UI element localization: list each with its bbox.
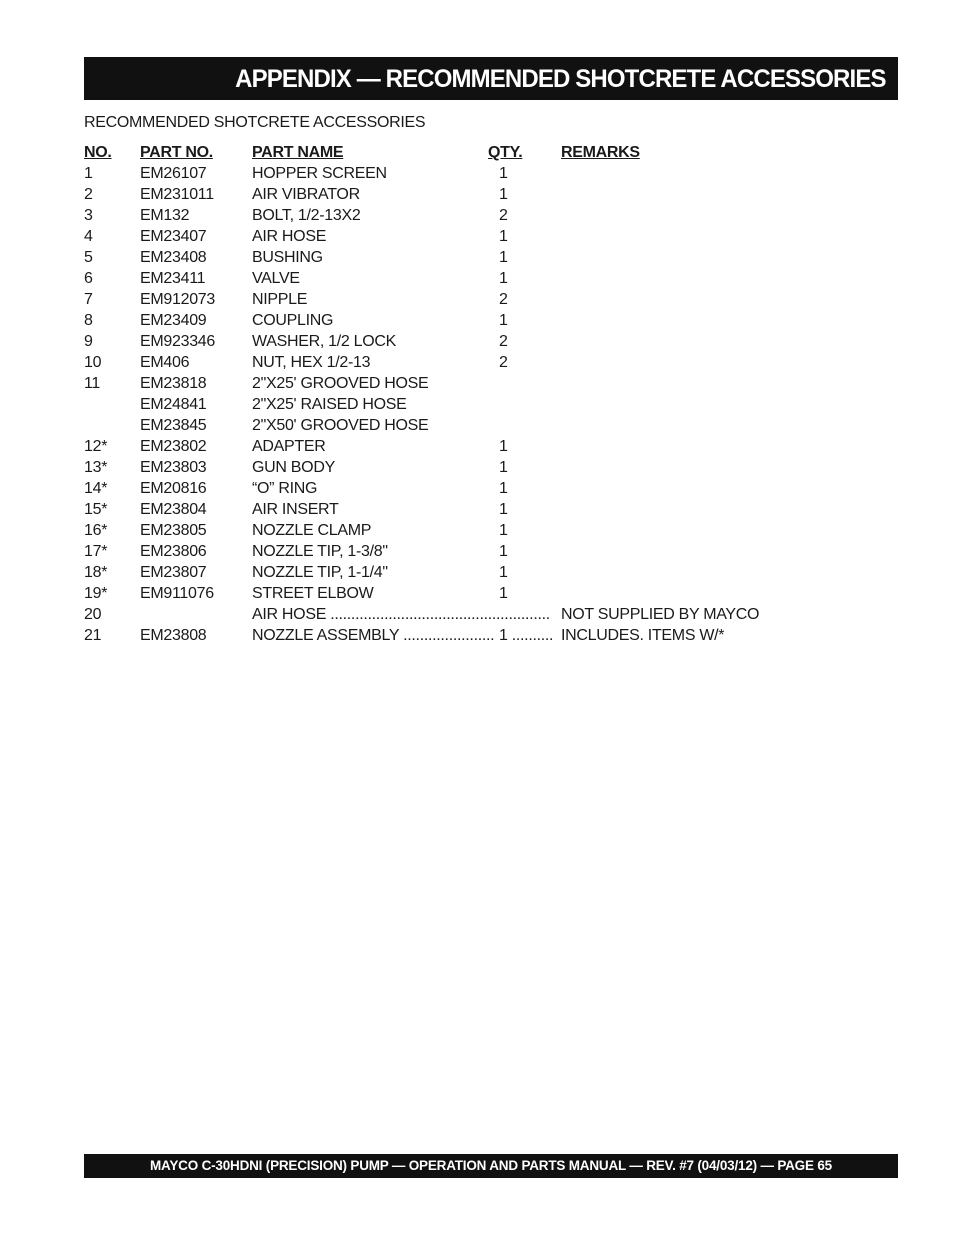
cell-part-name: ADAPTER — [252, 438, 326, 455]
table-row — [84, 268, 884, 289]
cell-qty: 1 — [499, 438, 508, 455]
cell-no: 11 — [84, 375, 101, 392]
cell-part-name: NOZZLE CLAMP — [252, 522, 372, 539]
cell-part-no: EM231011 — [140, 186, 214, 203]
cell-remarks: INCLUDES. ITEMS W/* — [561, 627, 725, 644]
cell-part-name: AIR VIBRATOR — [252, 186, 360, 203]
cell-part-no: EM23408 — [140, 249, 207, 266]
cell-no: 16* — [84, 522, 108, 539]
column-header-part-name: PART NAME — [252, 144, 344, 161]
table-row — [84, 604, 884, 625]
column-header-qty: QTY. — [488, 144, 523, 161]
cell-qty: 1 — [499, 564, 508, 581]
cell-part-name: NOZZLE ASSEMBLY ...................... — [252, 627, 495, 644]
table-row — [84, 226, 884, 247]
table-row — [84, 583, 884, 604]
cell-part-name: VALVE — [252, 270, 300, 287]
cell-no: 14* — [84, 480, 108, 497]
cell-no: 20 — [84, 606, 102, 623]
header-bar — [84, 57, 898, 100]
cell-no: 18* — [84, 564, 108, 581]
cell-qty: 1 — [499, 165, 508, 182]
cell-qty: 1 — [499, 522, 508, 539]
cell-no: 17* — [84, 543, 108, 560]
cell-no: 8 — [84, 312, 93, 329]
cell-part-no: EM132 — [140, 207, 190, 224]
cell-qty: 1 — [499, 270, 508, 287]
cell-qty: 1 — [499, 312, 508, 329]
cell-no: 9 — [84, 333, 93, 350]
table-row — [84, 394, 884, 415]
cell-qty: 2 — [499, 354, 508, 371]
cell-no: 12* — [84, 438, 108, 455]
page-title: APPENDIX — RECOMMENDED SHOTCRETE ACCESSORIES — [235, 65, 886, 93]
cell-qty: 1 — [499, 543, 508, 560]
cell-no: 13* — [84, 459, 108, 476]
cell-part-name: NIPPLE — [252, 291, 308, 308]
table-row — [84, 205, 884, 226]
cell-part-name: NOZZLE TIP, 1-1/4" — [252, 564, 388, 581]
cell-no: 7 — [84, 291, 93, 308]
table-row — [84, 478, 884, 499]
table-row — [84, 310, 884, 331]
cell-qty: 1 .......... — [499, 627, 554, 644]
cell-qty: 1 — [499, 480, 508, 497]
cell-part-no: EM23807 — [140, 564, 207, 581]
cell-part-name: NUT, HEX 1/2-13 — [252, 354, 371, 371]
section-title: RECOMMENDED SHOTCRETE ACCESSORIES — [84, 114, 426, 131]
cell-qty: 2 — [499, 291, 508, 308]
cell-part-no: EM912073 — [140, 291, 215, 308]
cell-part-no: EM23806 — [140, 543, 207, 560]
column-header-part-no: PART NO. — [140, 144, 213, 161]
table-row — [84, 499, 884, 520]
table-row — [84, 184, 884, 205]
parts-table — [84, 142, 884, 646]
cell-no: 15* — [84, 501, 108, 518]
cell-part-no: EM911076 — [140, 585, 214, 602]
table-row — [84, 373, 884, 394]
cell-qty: 2 — [499, 333, 508, 350]
cell-part-name: HOPPER SCREEN — [252, 165, 387, 182]
cell-part-name: 2"X25' GROOVED HOSE — [252, 375, 429, 392]
cell-part-name: 2"X25' RAISED HOSE — [252, 396, 407, 413]
cell-qty: 1 — [499, 228, 508, 245]
cell-qty: 1 — [499, 501, 508, 518]
cell-part-name: AIR INSERT — [252, 501, 339, 518]
column-header-remarks: REMARKS — [561, 144, 640, 161]
table-row — [84, 415, 884, 436]
cell-qty: 1 — [499, 585, 508, 602]
table-row — [84, 436, 884, 457]
cell-part-name: AIR HOSE ..................................................... — [252, 606, 550, 623]
cell-qty: 1 — [499, 186, 508, 203]
cell-no: 1 — [84, 165, 93, 182]
cell-part-name: 2"X50' GROOVED HOSE — [252, 417, 429, 434]
cell-part-no: EM23805 — [140, 522, 207, 539]
cell-no: 19* — [84, 585, 108, 602]
cell-part-no: EM20816 — [140, 480, 207, 497]
cell-part-name: AIR HOSE — [252, 228, 327, 245]
cell-qty: 2 — [499, 207, 508, 224]
cell-part-no: EM23808 — [140, 627, 207, 644]
cell-no: 10 — [84, 354, 102, 371]
cell-no: 3 — [84, 207, 93, 224]
table-row — [84, 352, 884, 373]
table-row — [84, 247, 884, 268]
table-row — [84, 541, 884, 562]
table-header-row — [84, 142, 884, 163]
cell-qty: 1 — [499, 459, 508, 476]
cell-no: 4 — [84, 228, 93, 245]
table-body — [84, 163, 884, 646]
cell-part-name: “O” RING — [252, 480, 318, 497]
cell-no: 6 — [84, 270, 93, 287]
cell-part-no: EM23411 — [140, 270, 206, 287]
table-row — [84, 520, 884, 541]
footer-bar — [84, 1154, 898, 1178]
cell-qty: 1 — [499, 249, 508, 266]
cell-part-no: EM406 — [140, 354, 190, 371]
cell-part-no: EM23409 — [140, 312, 207, 329]
cell-part-name: GUN BODY — [252, 459, 335, 476]
column-header-no: NO. — [84, 144, 112, 161]
cell-part-name: WASHER, 1/2 LOCK — [252, 333, 396, 350]
cell-part-no: EM23804 — [140, 501, 207, 518]
cell-part-no: EM24841 — [140, 396, 207, 413]
cell-part-name: NOZZLE TIP, 1-3/8" — [252, 543, 388, 560]
cell-no: 21 — [84, 627, 102, 644]
cell-part-no: EM23818 — [140, 375, 207, 392]
table-row — [84, 625, 884, 646]
cell-no: 2 — [84, 186, 93, 203]
cell-part-name: COUPLING — [252, 312, 334, 329]
cell-part-name: STREET ELBOW — [252, 585, 374, 602]
cell-remarks: NOT SUPPLIED BY MAYCO — [561, 606, 760, 623]
cell-part-no: EM23803 — [140, 459, 207, 476]
table-row — [84, 331, 884, 352]
cell-no: 5 — [84, 249, 93, 266]
cell-part-no: EM26107 — [140, 165, 207, 182]
table-row — [84, 163, 884, 184]
cell-part-name: BOLT, 1/2-13X2 — [252, 207, 361, 224]
cell-part-name: BUSHING — [252, 249, 323, 266]
cell-part-no: EM23407 — [140, 228, 207, 245]
cell-part-no: EM23845 — [140, 417, 207, 434]
cell-part-no: EM923346 — [140, 333, 215, 350]
footer-text: MAYCO C-30HDNI (PRECISION) PUMP — OPERATION AND PARTS MANUAL — REV. #7 (04/03/12) — PAGE 65 — [150, 1158, 832, 1173]
table-row — [84, 457, 884, 478]
table-row — [84, 562, 884, 583]
cell-part-no: EM23802 — [140, 438, 207, 455]
table-row — [84, 289, 884, 310]
